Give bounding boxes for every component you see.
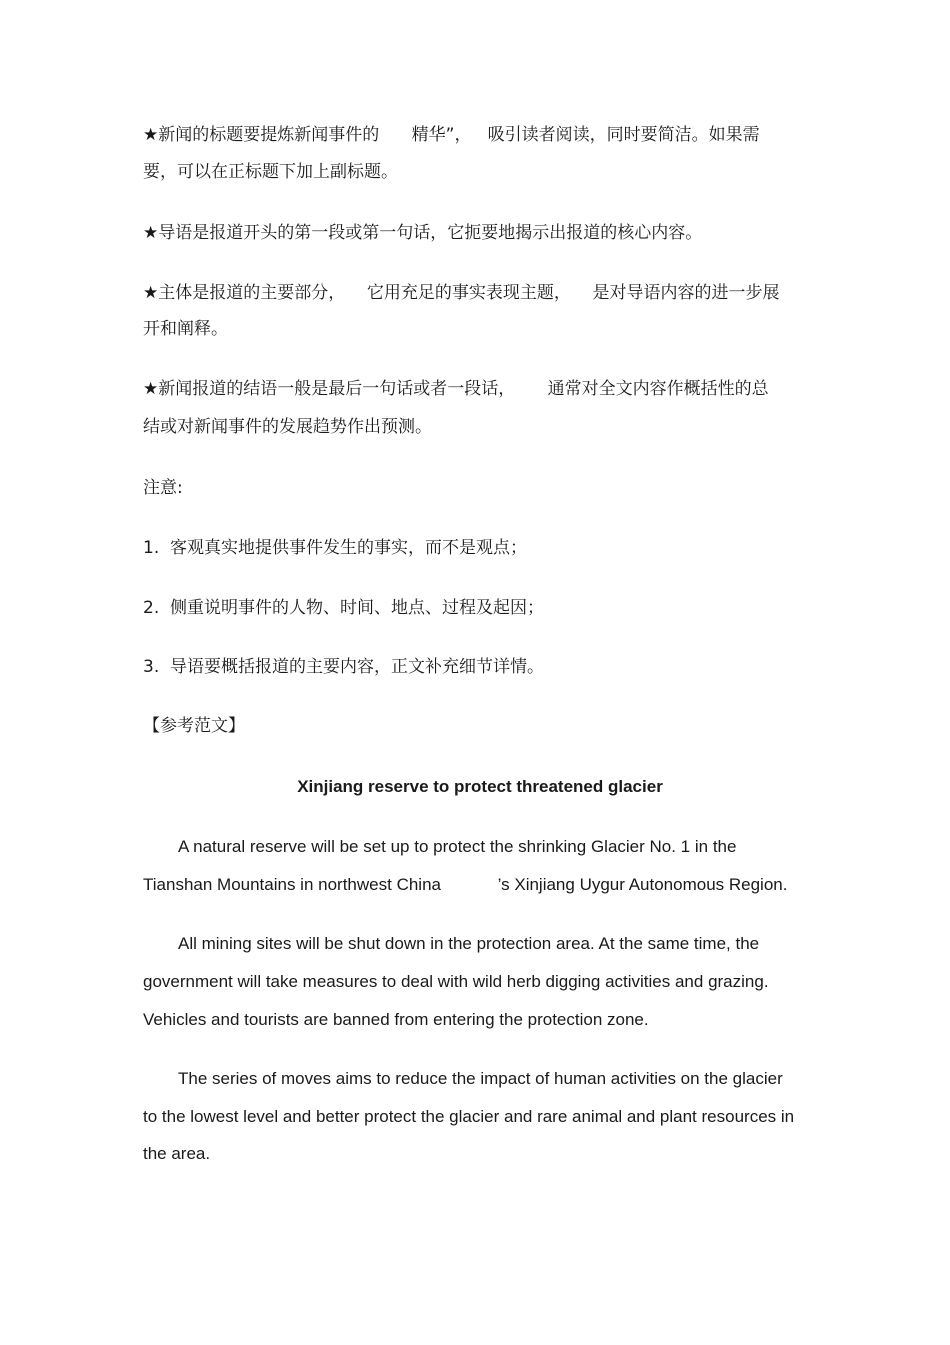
article-paragraph-3-line-2: to the lowest level and better protect the glacier and rare animal and plant resources in: [143, 1107, 795, 1126]
bullet-ending-line-1: ★新闻报道的结语一般是最后一句话或者一段话， 通常对全文内容作概括性的总: [143, 379, 769, 399]
article-title: Xinjiang reserve to protect threatened glacier: [297, 777, 663, 796]
bullet-headline-line-1: ★新闻的标题要提炼新闻事件的 精华”， 吸引读者阅读，同时要简洁。如果需: [143, 125, 760, 145]
bullet-headline-line-2: 要，可以在正标题下加上副标题。: [143, 162, 398, 182]
article-paragraph-2-line-2: government will take measures to deal with wild herb digging activities and grazing.: [143, 972, 769, 991]
article-paragraph-1-line-2: Tianshan Mountains in northwest China ’s Xinjiang Uygur Autonomous Region.: [143, 875, 788, 894]
article-paragraph-2-line-1: All mining sites will be shut down in the protection area. At the same time, the: [178, 934, 760, 953]
note-item-3: 3. 导语要概括报道的主要内容，正文补充细节详情。: [143, 657, 545, 677]
note-heading: 注意:: [143, 478, 183, 498]
note-item-1: 1. 客观真实地提供事件发生的事实，而不是观点；: [143, 538, 528, 558]
article-paragraph-3-line-3: the area.: [143, 1144, 211, 1163]
bullet-ending-line-2: 结或对新闻事件的发展趋势作出预测。: [143, 417, 432, 437]
bullet-body-line-1: ★主体是报道的主要部分， 它用充足的事实表现主题， 是对导语内容的进一步展: [143, 283, 780, 303]
bullet-body-line-2: 开和阐释。: [143, 319, 228, 339]
article-paragraph-3-line-1: The series of moves aims to reduce the impact of human activities on the glacier: [178, 1069, 783, 1088]
sample-heading: 【参考范文】: [143, 716, 245, 736]
article-paragraph-2-line-3: Vehicles and tourists are banned from entering the protection zone.: [143, 1010, 649, 1029]
note-item-2: 2. 侧重说明事件的人物、时间、地点、过程及起因；: [143, 598, 545, 618]
bullet-lead-line-1: ★导语是报道开头的第一段或第一句话，它扼要地揭示出报道的核心内容。: [143, 223, 703, 243]
article-paragraph-1-line-1: A natural reserve will be set up to protect the shrinking Glacier No. 1 in the: [178, 837, 737, 856]
